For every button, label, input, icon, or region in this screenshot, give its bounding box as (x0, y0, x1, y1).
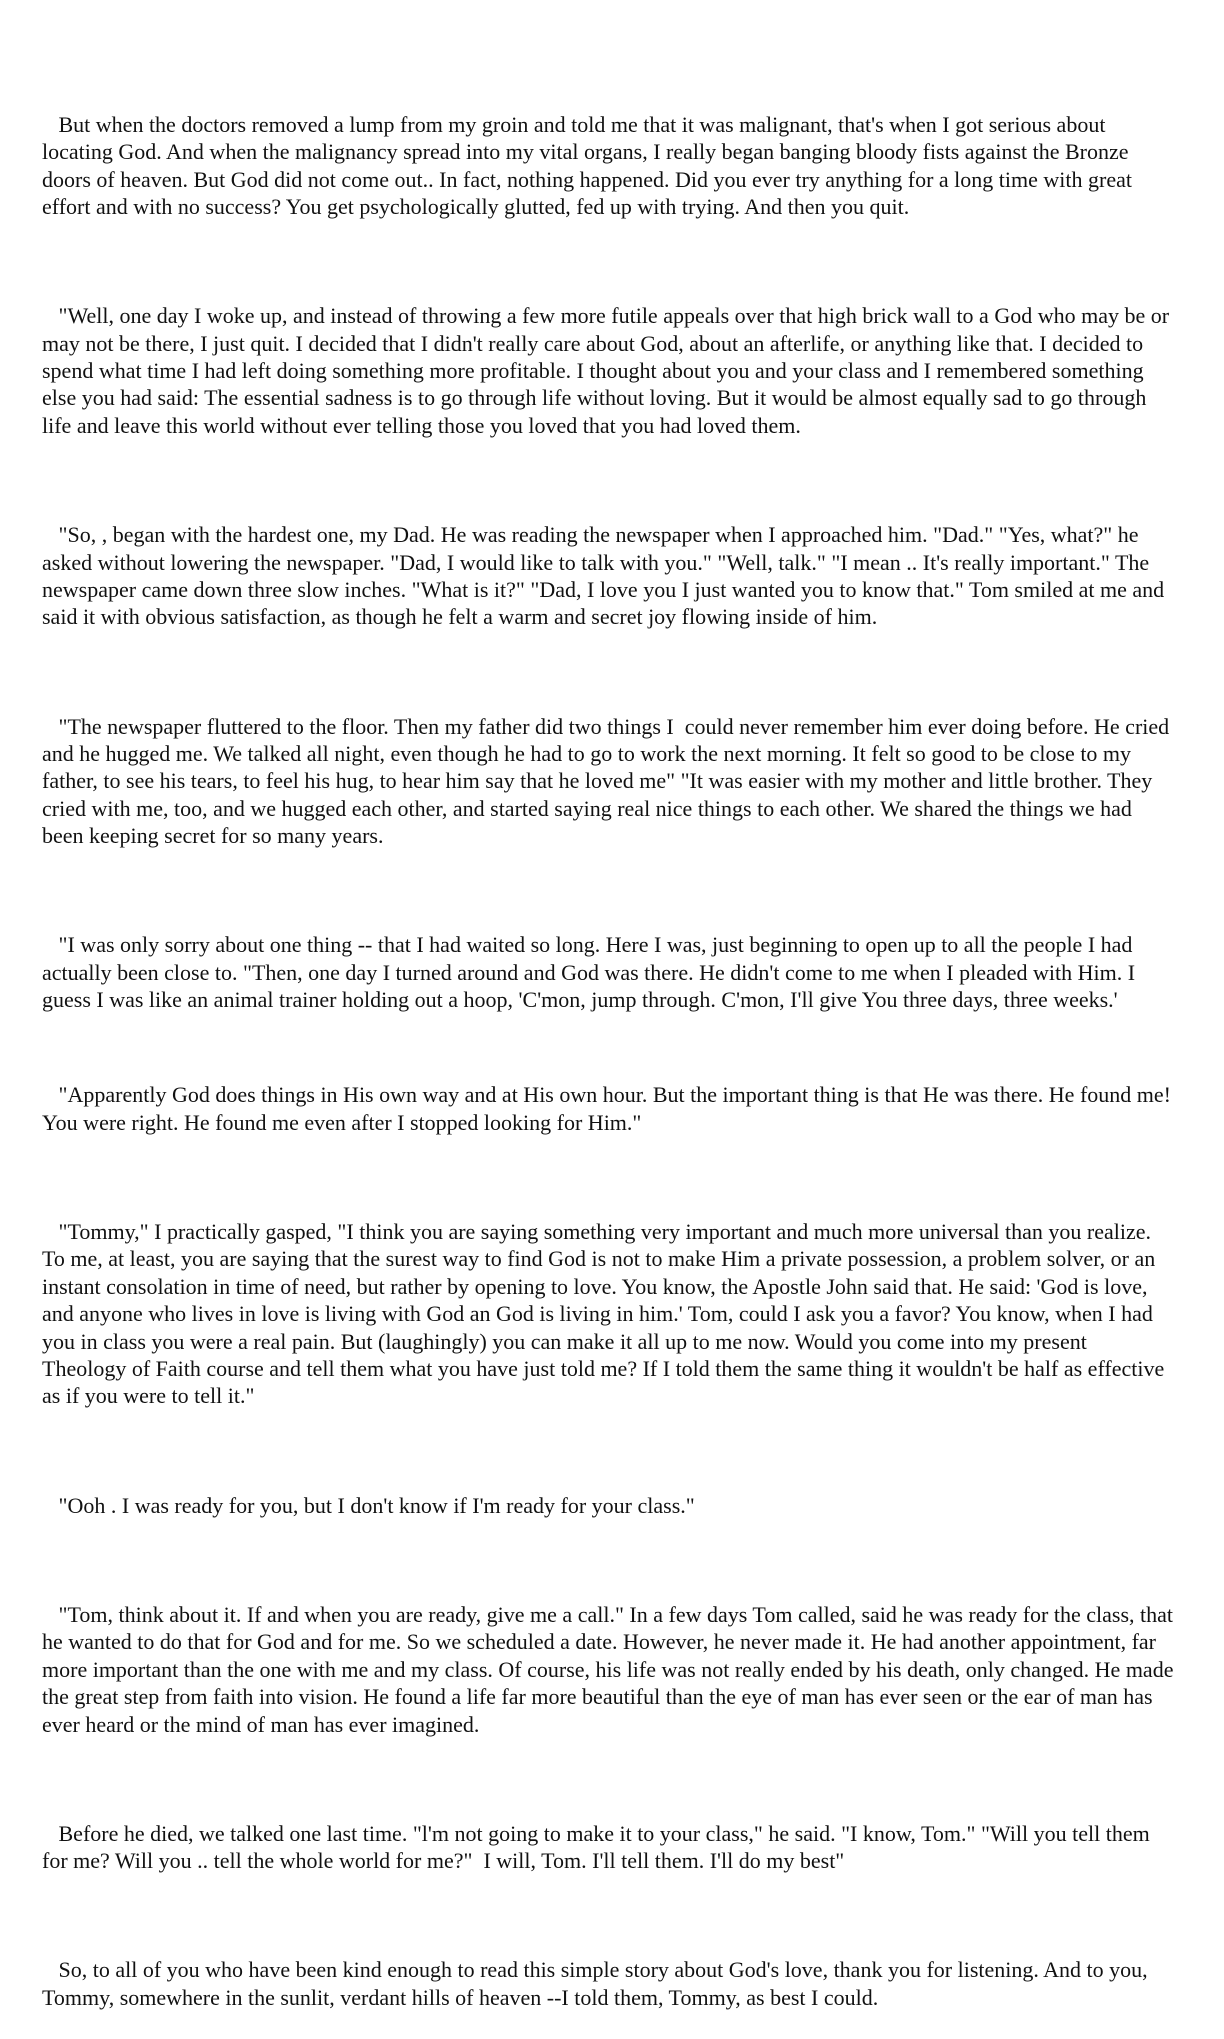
paragraph-7: "Tommy," I practically gasped, "I think you are saying something very important and much more universal than you realize. To me, at least, you are saying that the surest way to find God is not to make Him a private possession, a problem solver, or an instant consolation in time of need, but rather by opening to love. You know, the Apostle John said that. He said: 'God is love, and anyone who lives in love is living with God an God is living in him.' Tom, could I ask you a favor? You know, when I had you in class you were a real pain. But (laughingly) you can make it all up to me now. Would you come into my present Theology of Faith course and tell them what you have just told me? If I told them the same thing it wouldn't be half as effective as if you were to tell it." (42, 1219, 1170, 1409)
paragraph-11: So, to all of you who have been kind enough to read this simple story about God's love, thank you for listening. And to you, Tommy, somewhere in the sunlit, verdant hills of heaven --I told them, Tommy, as best I could. (42, 1957, 1153, 2010)
paragraph-9: "Tom, think about it. If and when you are ready, give me a call." In a few days Tom called, said he was ready for the class, that he wanted to do that for God and for me. So we scheduled a date. However, he never made it. He had another appointment, far more important than the one with me and my class. Of course, his life was not really ended by his death, only changed. He made the great step from faith into vision. He found a life far more beautiful than the eye of man has ever seen or the ear of man has ever heard or the mind of man has ever imagined. (42, 1601, 1179, 1737)
paragraph-1: But when the doctors removed a lump from my groin and told me that it was malignant, that's when I got serious about locating God. And when the malignancy spread into my vital organs, I really began banging bloody fists against the Bronze doors of heaven. But God did not come out.. In fact, nothing happened. Did you ever try anything for a long time with great effort and with no success? You get psychologically glutted, fed up with trying. And then you quit. (42, 111, 1138, 220)
paragraph-5: "I was only sorry about one thing -- that I had waited so long. Here I was, just beginning to open up to all the people I had actually been close to. "Then, one day I turned around and God was there. He didn't come to me when I pleaded with Him. I guess I was like an animal trainer holding out a hoop, 'C'mon, jump through. C'mon, I'll give You three days, three weeks.' (42, 932, 1141, 1013)
paragraph-2: "Well, one day I woke up, and instead of throwing a few more futile appeals over that high brick wall to a God who may be or may not be there, I just quit. I decided that I didn't really care about God, about an afterlife, or anything like that. I decided to spend what time I had left doing something more profitable. I thought about you and your class and I remembered something else you had said: The essential sadness is to go through life without loving. But it would be almost equally sad to go through life and leave this world without ever telling those you loved that you had loved them. (42, 303, 1175, 438)
paragraph-6: "Apparently God does things in His own way and at His own hour. But the important thing is that He was there. He found me! You were right. He found me even after I stopped looking for Him." (42, 1082, 1176, 1135)
document-body (42, 56, 1179, 2039)
paragraph-8: "Ooh . I was ready for you, but I don't know if I'm ready for your class." (42, 1492, 695, 1518)
paragraph-3: "So, , began with the hardest one, my Dad. He was reading the newspaper when I approached him. "Dad." "Yes, what?" he asked without lowering the newspaper. "Dad, I would like to talk with you." "Well, talk." "I mean .. It's really important." The newspaper came down three slow inches. "What is it?" "Dad, I love you I just wanted you to know that." Tom smiled at me and said it with obvious satisfaction, as though he felt a warm and secret joy flowing inside of him. (42, 522, 1170, 630)
paragraph-4: "The newspaper fluttered to the floor. Then my father did two things I could never remember him ever doing before. He cried and he hugged me. We talked all night, even though he had to go to work the next morning. It felt so good to be close to my father, to see his tears, to feel his hug, to hear him say that he loved me" "It was easier with my mother and little brother. They cried with me, too, and we hugged each other, and started saying real nice things to each other. We shared the things we had been keeping secret for so many years. (42, 713, 1175, 849)
paragraph-10: Before he died, we talked one last time. "l'm not going to make it to your class," he said. "I know, Tom." "Will you tell them for me? Will you .. tell the whole world for me?" I will, Tom. I'll tell them. I'll do my best" (42, 1820, 1156, 1874)
